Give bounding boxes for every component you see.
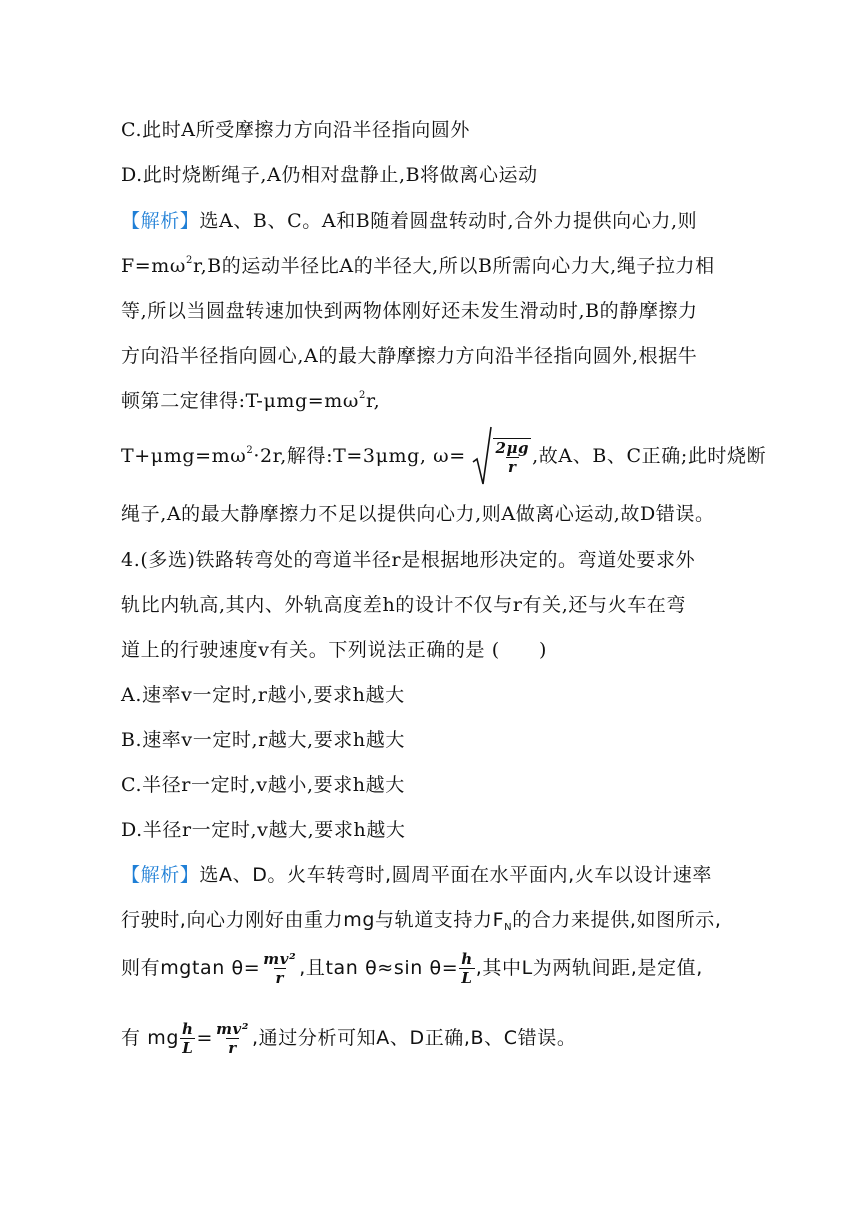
formula-text: 则有mgtan θ= — [121, 957, 261, 979]
q4-stem-1: 4.(多选)铁路转弯处的弯道半径r是根据地形决定的。弯道处要求外 — [121, 549, 696, 571]
fraction-h-over-l — [459, 950, 475, 987]
fraction-numerator: h — [461, 950, 473, 968]
q3-option-d: D.此时烧断绳子,A仍相对盘静止,B将做离心运动 — [121, 164, 538, 186]
analysis3-line-5 — [121, 386, 380, 413]
analysis3-line-3: 等,所以当圆盘转速加快到两物体刚好还未发生滑动时,B的静摩擦力 — [121, 300, 698, 322]
fraction-denominator: L — [461, 969, 473, 987]
formula-text: r, — [365, 390, 381, 412]
analysis-tag: 【解析】 — [121, 864, 200, 886]
analysis3-line-2 — [121, 251, 715, 278]
analysis3-line-1 — [121, 206, 697, 233]
analysis4-text-2b: 的合力来提供,如图所示, — [512, 909, 722, 931]
formula-text: F=mω — [121, 255, 187, 277]
formula-text: ·2r,解得:T=3μmg, ω= — [253, 445, 466, 467]
q4-option-d: D.半径r一定时,v越大,要求h越大 — [121, 819, 406, 841]
analysis3-text-6: ,故A、B、C正确;此时烧断 — [532, 445, 767, 467]
formula-text: 顿第二定律得:T-μmg=mω — [121, 390, 360, 412]
analysis4-line-2 — [121, 905, 722, 932]
superscript: 2 — [359, 390, 366, 401]
analysis4-text-3: ,其中L为两轨间距,是定值, — [475, 957, 703, 979]
formula-text: T+μmg=mω — [121, 445, 247, 467]
formula-text: 有 mg — [121, 1027, 180, 1049]
subscript: N — [504, 922, 513, 933]
fraction-denominator: r — [508, 458, 517, 476]
fraction-h-over-l — [180, 1020, 196, 1057]
analysis3-text-1: 选A、B、C。A和B随着圆盘转动时,合外力提供向心力,则 — [199, 210, 698, 232]
formula-text: ,且tan θ≈sin θ= — [299, 957, 459, 979]
analysis4-text-4: ,通过分析可知A、D正确,B、C错误。 — [252, 1027, 577, 1049]
q4-option-b: B.速率v一定时,r越大,要求h越大 — [121, 729, 405, 751]
analysis4-text-1: 选A、D。火车转弯时,圆周平面在水平面内,火车以设计速率 — [199, 864, 712, 886]
fraction-numerator: mv² — [263, 950, 297, 968]
analysis4-text-2: 行驶时,向心力刚好由重力mg与轨道支持力F — [121, 909, 505, 931]
q4-option-c: C.半径r一定时,v越小,要求h越大 — [121, 774, 405, 796]
q4-stem-3: 道上的行驶速度v有关。下列说法正确的是 ( ) — [121, 639, 547, 661]
analysis4-line-3 — [121, 950, 703, 987]
fraction-numerator: 2μg — [495, 439, 530, 457]
analysis-tag: 【解析】 — [121, 210, 200, 232]
superscript: 2 — [246, 445, 254, 456]
analysis3-line-7: 绳子,A的最大静摩擦力不足以提供向心力,则A做离心运动,故D错误。 — [121, 503, 715, 525]
analysis3-text-2: r,B的运动半径比A的半径大,所以B所需向心力大,绳子拉力相 — [192, 255, 715, 277]
fraction-numerator: h — [182, 1020, 194, 1038]
superscript: 2 — [186, 255, 193, 266]
fraction-denominator: r — [275, 969, 285, 987]
fraction-mv2-over-r — [214, 1020, 251, 1057]
fraction-mv2-over-r — [261, 950, 298, 987]
fraction-numerator: mv² — [216, 1020, 250, 1038]
sqrt-formula — [472, 426, 532, 488]
fraction-denominator: L — [182, 1039, 194, 1057]
radical-sign-icon — [472, 426, 492, 488]
sqrt-radicand — [493, 438, 531, 476]
analysis4-line-4 — [121, 1020, 576, 1057]
q4-option-a: A.速率v一定时,r越小,要求h越大 — [121, 684, 405, 706]
analysis4-line-1 — [121, 860, 712, 887]
analysis3-line-4: 方向沿半径指向圆心,A的最大静摩擦力方向沿半径指向圆外,根据牛 — [121, 345, 698, 367]
equals-sign: = — [196, 1027, 214, 1049]
analysis3-line-6 — [121, 426, 766, 488]
fraction-denominator: r — [228, 1039, 237, 1057]
q3-option-c: C.此时A所受摩擦力方向沿半径指向圆外 — [121, 119, 471, 141]
q4-stem-2: 轨比内轨高,其内、外轨高度差h的设计不仅与r有关,还与火车在弯 — [121, 594, 686, 616]
